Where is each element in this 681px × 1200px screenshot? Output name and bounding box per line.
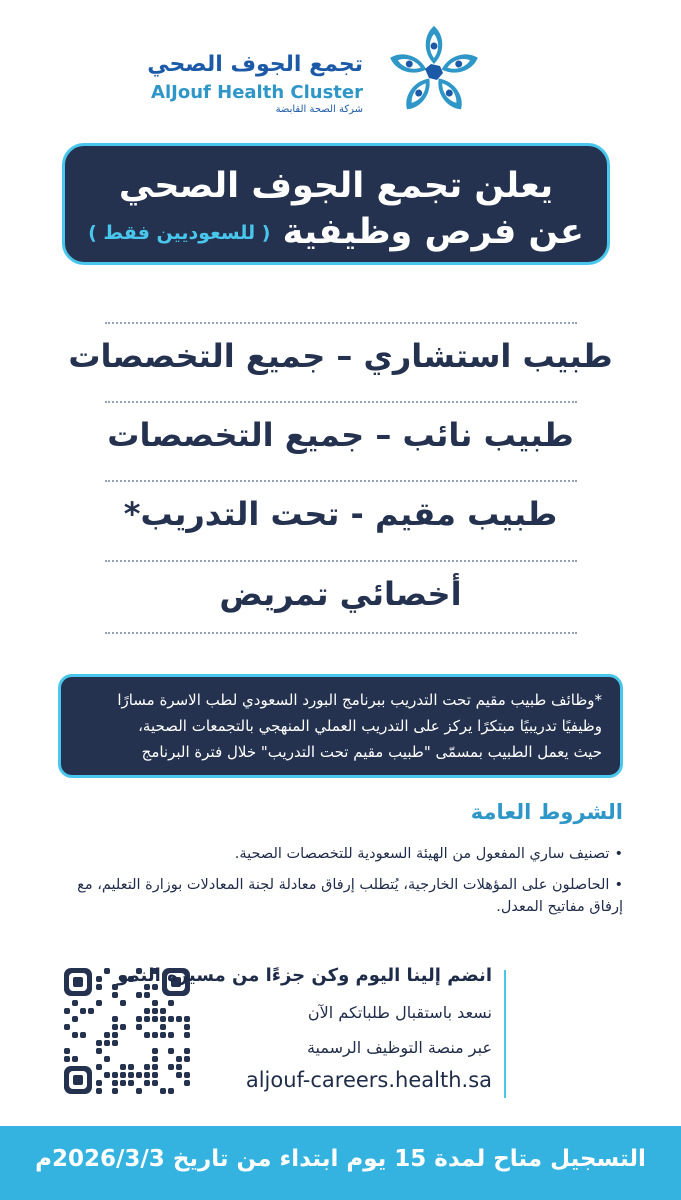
job-title-consultant: طبيب استشاري – جميع التخصصات — [68, 337, 613, 375]
job-title-deputy: طبيب نائب – جميع التخصصات — [107, 416, 574, 454]
note-line: وظيفيًا تدريبيًا مبتكرًا يركز على التدريب العملي المنهجي بالتجمعات الصحية، — [138, 717, 602, 735]
condition-item: • الحاصلون على المؤهلات الخارجية، يُتطلب إرفاق معادلة لجنة المعادلات بوزارة التعليم، مع إرفاق مفاتيح المعدل. — [58, 874, 623, 918]
divider — [105, 322, 577, 324]
divider — [105, 401, 577, 403]
resident-note — [79, 687, 602, 765]
banner-subtitle-text: عن فرص وظيفية — [282, 212, 584, 252]
careers-link[interactable]: aljouf-careers.health.sa — [245, 1068, 492, 1092]
org-name-english: AlJouf Health Cluster — [151, 82, 363, 103]
join-line: نسعد باستقبال طلباتكم الآن — [307, 1003, 492, 1022]
join-title: انضم إلينا اليوم وكن جزءًا من مسيرة النمو — [117, 965, 492, 986]
announcement-banner — [62, 143, 610, 265]
registration-footer — [0, 1126, 681, 1200]
job-title-resident: طبيب مقيم - تحت التدريب* — [123, 495, 558, 533]
star-flower-logo-icon — [384, 22, 484, 118]
banner-subtitle — [65, 212, 607, 252]
join-line: عبر منصة التوظيف الرسمية — [306, 1038, 492, 1057]
org-subtitle: شركة الصحة القابضة — [275, 104, 363, 115]
registration-text: التسجيل متاح لمدة 15 يوم ابتداء من تاريخ 2026/3/3م — [35, 1146, 646, 1172]
job-title-nursing: أخصائي تمريض — [219, 575, 462, 613]
divider — [105, 480, 577, 482]
saudis-only-highlight: ( للسعوديين فقط ) — [88, 222, 271, 244]
resident-note-box — [58, 674, 623, 778]
banner-title: يعلن تجمع الجوف الصحي — [118, 166, 554, 206]
divider — [105, 632, 577, 634]
condition-item: • تصنيف ساري المفعول من الهيئة السعودية للتخصصات الصحية. — [58, 843, 623, 865]
conditions-title: الشروط العامة — [470, 800, 623, 824]
note-line: *وظائف طبيب مقيم تحت التدريب ببرنامج البورد السعودي لطب الاسرة مسارًا — [117, 691, 602, 709]
join-accent-bar — [504, 970, 506, 1098]
org-name-arabic: تجمع الجوف الصحي — [147, 52, 363, 77]
note-line: حيث يعمل الطبيب بمسمّى "طبيب مقيم تحت التدريب" خلال فترة البرنامج — [141, 743, 602, 761]
divider — [105, 560, 577, 562]
